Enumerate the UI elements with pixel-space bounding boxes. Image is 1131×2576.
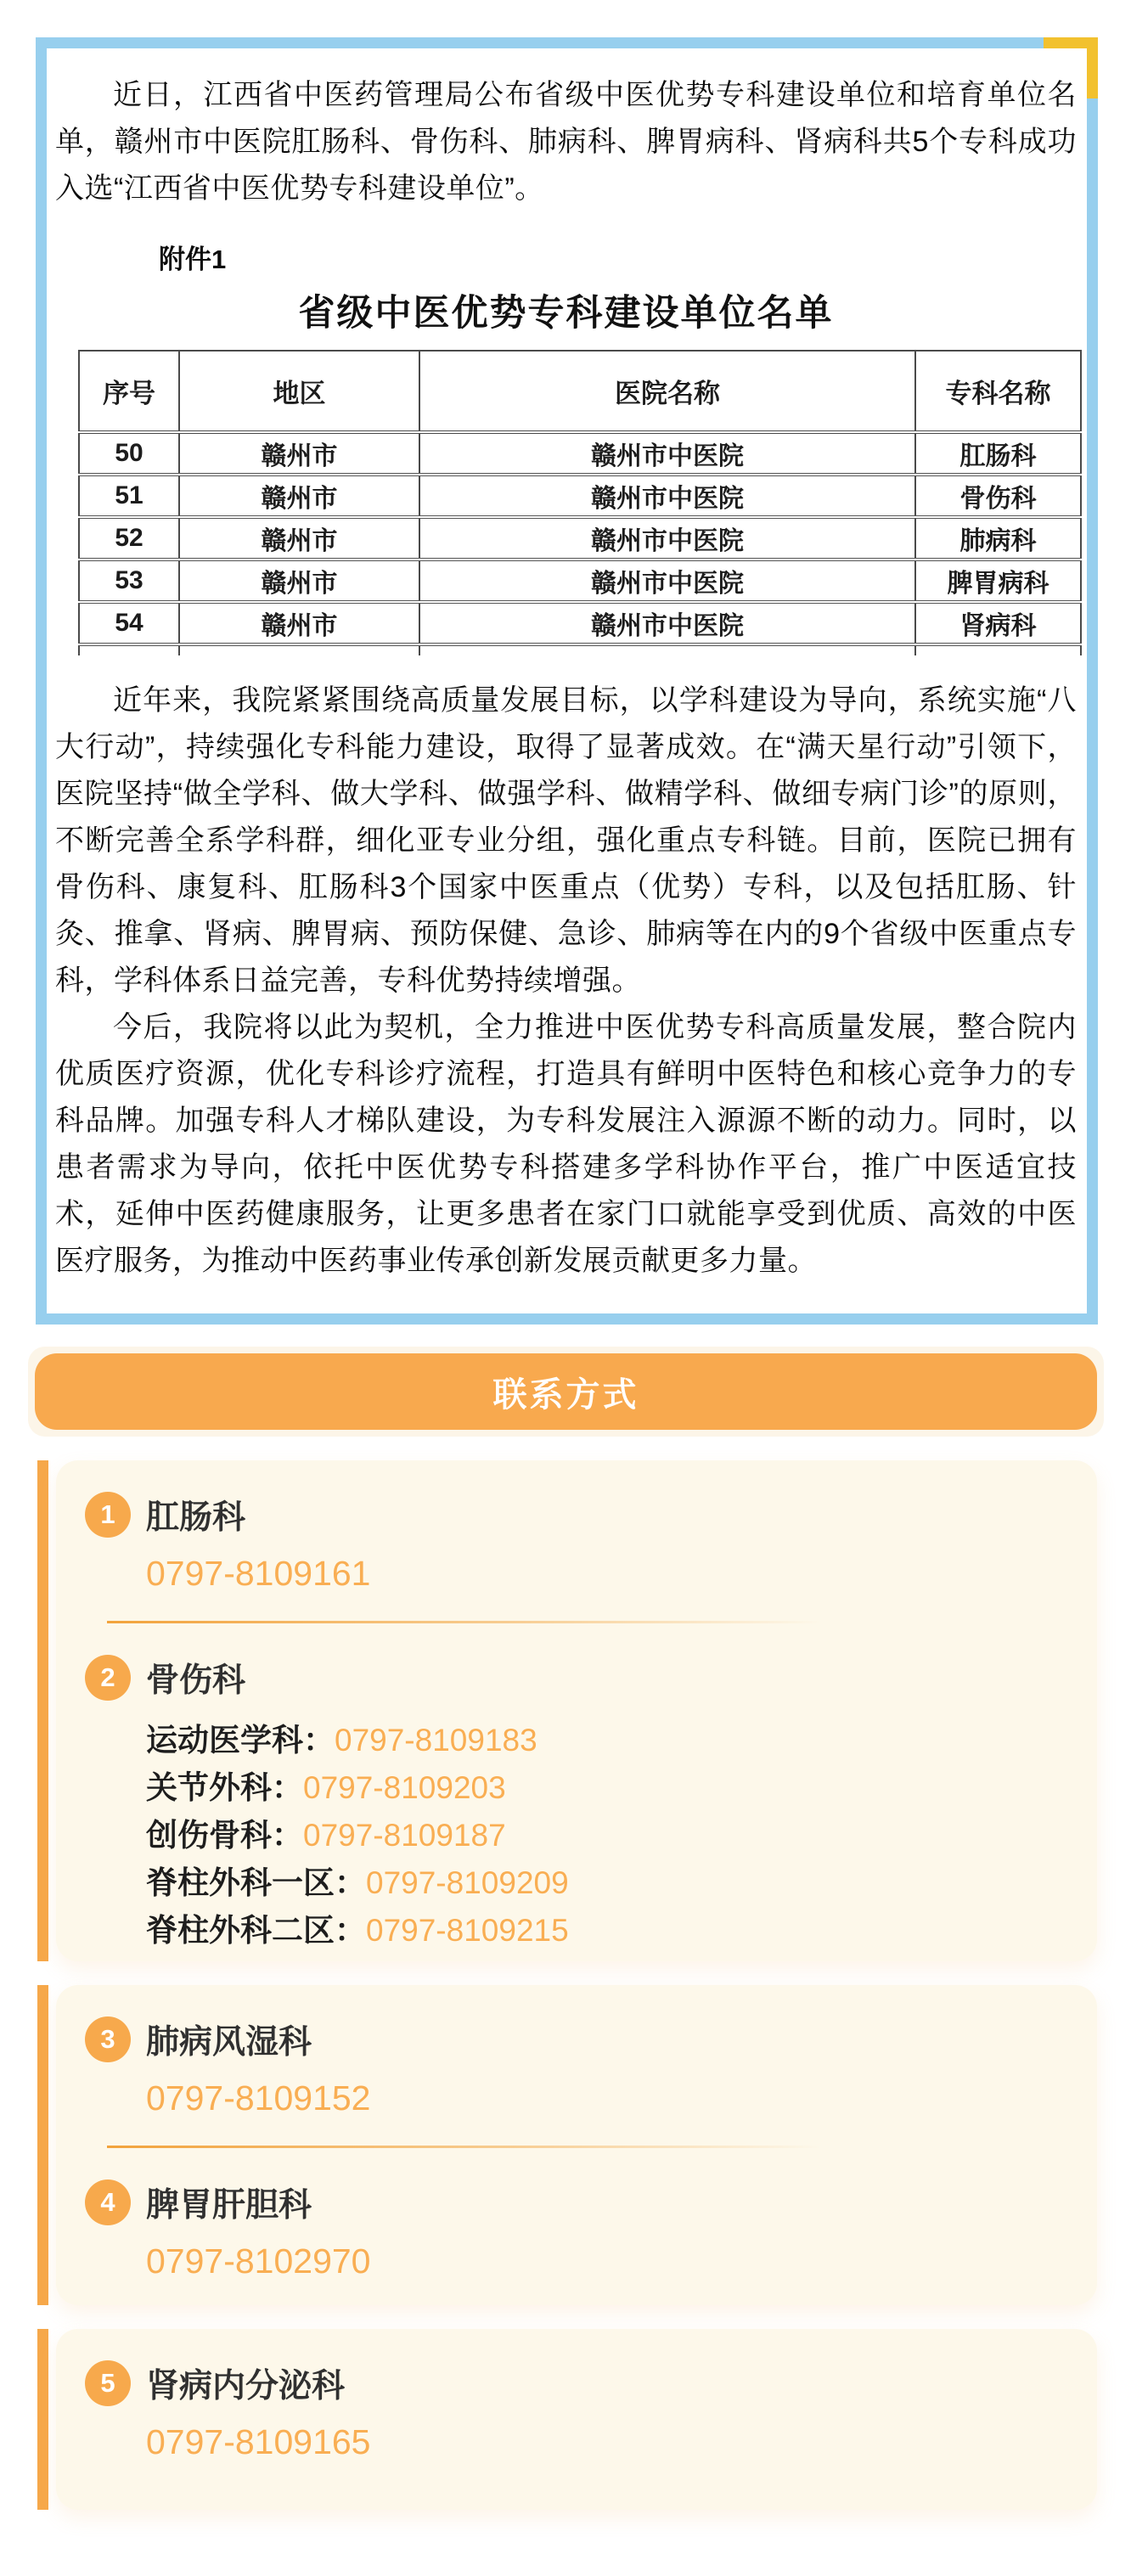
department-name: 肺病风湿科 [146, 2024, 312, 2061]
contact-card-group-2 [37, 1985, 1097, 2305]
contact-item-head [85, 2016, 1063, 2063]
card-divider [107, 1621, 851, 1623]
number-badge: 1 [85, 1492, 131, 1538]
card-left-bar [37, 1460, 48, 1961]
contact-item-head [85, 2179, 1063, 2226]
table-row [79, 602, 1081, 644]
cell-hospital: 赣州市中医院 [419, 602, 915, 644]
col-header-specialty: 专科名称 [915, 351, 1081, 432]
cell-region: 赣州市 [179, 432, 419, 475]
sub-department-row [146, 1812, 1063, 1859]
phone-number[interactable]: 0797-8109203 [303, 1770, 506, 1805]
sub-department-label: 脊柱外科一区： [146, 1865, 366, 1900]
bottom-spacer [0, 2510, 1131, 2576]
cell-specialty: 骨伤科 [915, 475, 1081, 517]
contact-item-head [85, 2359, 1063, 2407]
cell-specialty: 脾胃病科 [915, 560, 1081, 602]
col-header-hospital: 医院名称 [419, 351, 915, 432]
cell-region: 赣州市 [179, 602, 419, 644]
number-badge: 2 [85, 1655, 131, 1701]
cell-hospital: 赣州市中医院 [419, 560, 915, 602]
phone-number[interactable]: 0797-8109161 [146, 1554, 371, 1593]
corner-accent-right [1087, 37, 1098, 98]
number-badge: 5 [85, 2360, 131, 2406]
sub-department-row [146, 1764, 1063, 1812]
department-name: 肾病内分泌科 [146, 2368, 346, 2404]
table-row [79, 560, 1081, 602]
department-name: 肛肠科 [146, 1499, 246, 1536]
cell-seq: 52 [79, 517, 179, 560]
contact-card [56, 2329, 1097, 2510]
phone-number[interactable]: 0797-8109165 [146, 2422, 371, 2461]
sub-department-row [146, 1907, 1063, 1954]
table-header-row [79, 351, 1081, 432]
table-row [79, 475, 1081, 517]
cell-hospital: 赣州市中医院 [419, 475, 915, 517]
card-divider [107, 2146, 851, 2148]
cell-region: 赣州市 [179, 517, 419, 560]
contact-card-group-3 [37, 2329, 1097, 2510]
sub-department-label: 关节外科： [146, 1770, 303, 1805]
cell-hospital: 赣州市中医院 [419, 432, 915, 475]
contact-item-1 [85, 1491, 1063, 1594]
phone-number[interactable]: 0797-8109209 [366, 1865, 569, 1900]
cell-region: 赣州市 [179, 560, 419, 602]
table-title: 省级中医优势专科建设单位名单 [298, 293, 834, 334]
table-row-cutoff [79, 644, 1081, 655]
body-paragraph-3: 今后，我院将以此为契机，全力推进中医优势专科高质量发展，整合院内优质医疗资源，优化专科诊疗流程，打造具有鲜明中医特色和核心竞争力的专科品牌。加强专科人才梯队建设，为专科发展注入源源不断的动力。同时，以患者需求为导向，依托中医优势专科搭建多学科协作平台，推广中医适宜技术，延伸中医药健康服务，让更多患者在家门口就能享受到优质、高效的中医医疗服务，为推动中医药事业传承创新发展贡献更多力量。 [55, 1011, 1077, 1277]
intro-paragraph: 近日，江西省中医药管理局公布省级中医优势专科建设单位和培育单位名单，赣州市中医院肛肠科、骨伤科、肺病科、脾胃病科、肾病科共5个专科成功入选“江西省中医优势专科建设单位”。 [55, 79, 1077, 205]
col-header-region: 地区 [179, 351, 419, 432]
department-name: 骨伤科 [146, 1662, 246, 1699]
table-row [79, 432, 1081, 475]
cell-hospital: 赣州市中医院 [419, 517, 915, 560]
department-name: 脾胃肝胆科 [146, 2187, 312, 2224]
card-left-bar [37, 2329, 48, 2510]
contact-item-head [85, 1654, 1063, 1701]
body-paragraph-2: 近年来，我院紧紧围绕高质量发展目标，以学科建设为导向，系统实施“八大行动”，持续强化专科能力建设，取得了显著成效。在“满天星行动”引领下，医院坚持“做全学科、做大学科、做强学科、做精学科、做细专病门诊”的原则，不断完善全系学科群，细化亚专业分组，强化重点专科链。目前，医院已拥有骨伤科、康复科、肛肠科3个国家中医重点（优势）专科，以及包括肛肠、针灸、推拿、肾病、脾胃病、预防保健、急诊、肺病等在内的9个省级中医重点专科，学科体系日益完善，专科优势持续增强。 [55, 684, 1077, 997]
attachment-label: 附件1 [159, 245, 227, 274]
specialty-table [78, 350, 1082, 655]
phone-number[interactable]: 0797-8109152 [146, 2078, 371, 2118]
contact-item-2 [85, 1654, 1063, 1954]
sub-department-row [146, 1717, 1063, 1764]
phone-number[interactable]: 0797-8102970 [146, 2241, 371, 2281]
contact-item-5 [85, 2359, 1063, 2462]
contact-card [56, 1460, 1097, 1961]
contact-item-head [85, 1491, 1063, 1538]
contact-card-group-1 [37, 1460, 1097, 1961]
sub-department-row [146, 1859, 1063, 1907]
phone-number[interactable]: 0797-8109187 [303, 1818, 506, 1853]
contact-item-4 [85, 2179, 1063, 2281]
number-badge: 4 [85, 2179, 131, 2225]
contact-card [56, 1985, 1097, 2305]
specialty-table-wrap [78, 350, 1080, 655]
phone-number[interactable]: 0797-8109215 [366, 1913, 569, 1948]
card-left-bar [37, 1985, 48, 2305]
article-box [36, 37, 1098, 1325]
sub-department-label: 运动医学科： [146, 1723, 335, 1758]
cell-specialty: 肾病科 [915, 602, 1081, 644]
cell-seq: 53 [79, 560, 179, 602]
cell-seq: 51 [79, 475, 179, 517]
contact-panel [28, 1347, 1104, 1437]
contact-item-3 [85, 2016, 1063, 2118]
phone-number[interactable]: 0797-8109183 [335, 1723, 537, 1758]
sub-department-list [146, 1717, 1063, 1954]
sub-department-label: 脊柱外科二区： [146, 1913, 366, 1948]
cell-region: 赣州市 [179, 475, 419, 517]
contact-header-banner: 联系方式 [35, 1353, 1097, 1430]
col-header-seq: 序号 [79, 351, 179, 432]
sub-department-label: 创伤骨科： [146, 1818, 303, 1853]
number-badge: 3 [85, 2016, 131, 2062]
cell-specialty: 肺病科 [915, 517, 1081, 560]
table-row [79, 517, 1081, 560]
cell-seq: 50 [79, 432, 179, 475]
cell-specialty: 肛肠科 [915, 432, 1081, 475]
cell-seq: 54 [79, 602, 179, 644]
